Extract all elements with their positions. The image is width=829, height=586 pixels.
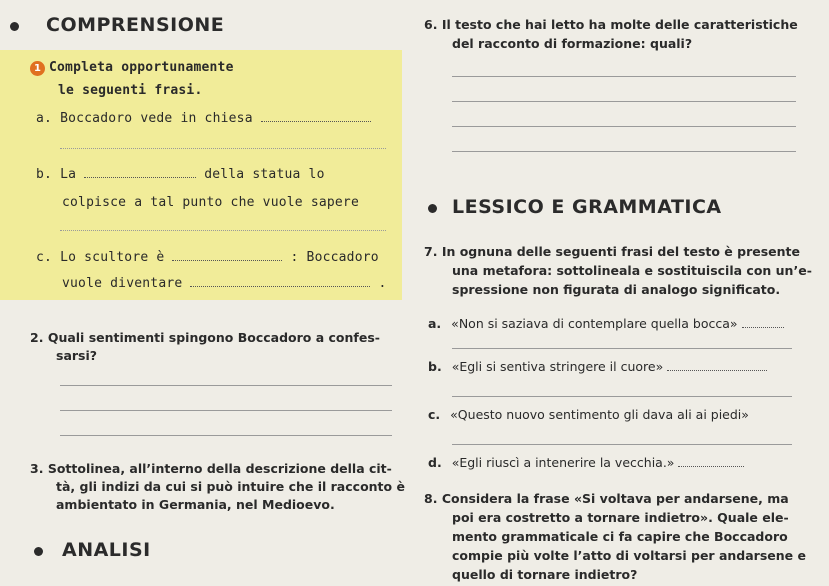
- exercise-7b-label: b.: [428, 359, 442, 374]
- exercise-6-answer-line-2[interactable]: [452, 101, 796, 102]
- exercise-1a-answer-line[interactable]: [60, 148, 386, 149]
- exercise-7b: [428, 358, 767, 376]
- section-bullet: [34, 547, 43, 556]
- exercise-8-number: 8.: [424, 491, 438, 506]
- exercise-6-line2: del racconto di formazione: quali?: [452, 36, 693, 51]
- exercise-7c-answer-line[interactable]: [452, 444, 792, 445]
- exercise-1b: [36, 166, 325, 184]
- exercise-1-prompt-line1: Completa opportunamente: [48, 60, 234, 75]
- exercise-7a-answer-line[interactable]: [452, 348, 792, 349]
- exercise-1a-blank[interactable]: [261, 121, 371, 122]
- exercise-7a-text: «Non si saziava di contemplare quella bocca»: [451, 316, 738, 331]
- exercise-1c-line2: [62, 275, 387, 293]
- exercise-7a: [428, 315, 784, 333]
- exercise-2-answer-line-3[interactable]: [60, 435, 392, 436]
- exercise-2-line2: sarsi?: [56, 348, 98, 363]
- exercise-7-line3: spressione non figurata di analogo significato.: [452, 282, 781, 297]
- exercise-1c: [36, 249, 379, 267]
- exercise-1c-text-line2: vuole diventare: [62, 276, 183, 291]
- exercise-1b-line2: colpisce a tal punto che vuole sapere: [62, 195, 359, 210]
- exercise-8-line2: poi era costretto a tornare indietro». Quale ele-: [452, 510, 789, 525]
- exercise-6-answer-line-4[interactable]: [452, 151, 796, 152]
- exercise-7-line1: In ognuna delle seguenti frasi del testo è presente: [441, 244, 800, 259]
- exercise-6-line1: Il testo che hai letto ha molte delle caratteristiche: [441, 17, 798, 32]
- exercise-1b-text-pre: b. La: [36, 167, 77, 182]
- exercise-1-number: 1: [30, 61, 45, 76]
- exercise-6-answer-line-3[interactable]: [452, 126, 796, 127]
- exercise-7c-label: c.: [428, 407, 441, 422]
- exercise-3-line3: ambientato in Germania, nel Medioevo.: [56, 497, 335, 512]
- exercise-2-number: 2.: [30, 330, 44, 345]
- exercise-1b-text-post: della statua lo: [204, 167, 325, 182]
- section-bullet: [10, 22, 19, 31]
- exercise-7d: [428, 454, 744, 472]
- heading-comprensione: COMPRENSIONE: [46, 14, 225, 36]
- exercise-1-prompt: [30, 58, 234, 77]
- exercise-7b-blank[interactable]: [667, 370, 767, 371]
- exercise-3-number: 3.: [30, 461, 44, 476]
- exercise-7-line2: una metafora: sottolineala e sostituiscila con un’e-: [452, 263, 812, 278]
- exercise-1a-text: a. Boccadoro vede in chiesa: [36, 111, 253, 126]
- exercise-1b-answer-line[interactable]: [60, 230, 386, 231]
- exercise-2-answer-line-1[interactable]: [60, 385, 392, 386]
- exercise-1c-text-post: : Boccadoro: [290, 250, 379, 265]
- exercise-2: [30, 329, 380, 347]
- section-bullet: [428, 204, 437, 213]
- exercise-7b-text: «Egli si sentiva stringere il cuore»: [451, 359, 664, 374]
- exercise-7b-answer-line[interactable]: [452, 396, 792, 397]
- exercise-7d-text: «Egli riuscì a intenerire la vecchia.»: [451, 455, 675, 470]
- exercise-8-line1: Considera la frase «Si voltava per andarsene, ma: [441, 491, 789, 506]
- exercise-3: [30, 460, 392, 478]
- exercise-1-prompt-line2: le seguenti frasi.: [58, 83, 203, 98]
- exercise-3-line2: tà, gli indizi da cui si può intuire che il racconto è: [56, 479, 405, 494]
- exercise-8: [424, 490, 789, 508]
- exercise-6-number: 6.: [424, 17, 438, 32]
- exercise-7-number: 7.: [424, 244, 438, 259]
- exercise-7: [424, 243, 800, 261]
- exercise-7c: [428, 406, 749, 424]
- heading-lessico-e-grammatica: LESSICO E GRAMMATICA: [452, 196, 722, 218]
- exercise-6: [424, 16, 798, 34]
- exercise-1c-end: .: [378, 276, 387, 291]
- exercise-1c-text-pre: c. Lo scultore è: [36, 250, 165, 265]
- exercise-1b-blank[interactable]: [84, 177, 196, 178]
- exercise-7d-blank[interactable]: [678, 466, 744, 467]
- exercise-3-line1: Sottolinea, all’interno della descrizione della cit-: [47, 461, 392, 476]
- heading-analisi: ANALISI: [62, 539, 151, 561]
- exercise-7a-label: a.: [428, 316, 442, 331]
- exercise-8-line3: mento grammaticale ci fa capire che Boccadoro: [452, 529, 788, 544]
- exercise-1a: [36, 110, 371, 128]
- exercise-1c-blank2[interactable]: [190, 286, 370, 287]
- exercise-1c-blank[interactable]: [172, 260, 282, 261]
- exercise-2-line1: Quali sentimenti spingono Boccadoro a confes-: [47, 330, 380, 345]
- exercise-7c-text: «Questo nuovo sentimento gli dava ali ai piedi»: [450, 407, 749, 422]
- exercise-7a-blank[interactable]: [742, 327, 784, 328]
- exercise-6-answer-line-1[interactable]: [452, 76, 796, 77]
- exercise-8-line5: quello di tornare indietro?: [452, 567, 638, 582]
- exercise-2-answer-line-2[interactable]: [60, 410, 392, 411]
- exercise-8-line4: compie più volte l’atto di voltarsi per andarsene e: [452, 548, 806, 563]
- exercise-7d-label: d.: [428, 455, 442, 470]
